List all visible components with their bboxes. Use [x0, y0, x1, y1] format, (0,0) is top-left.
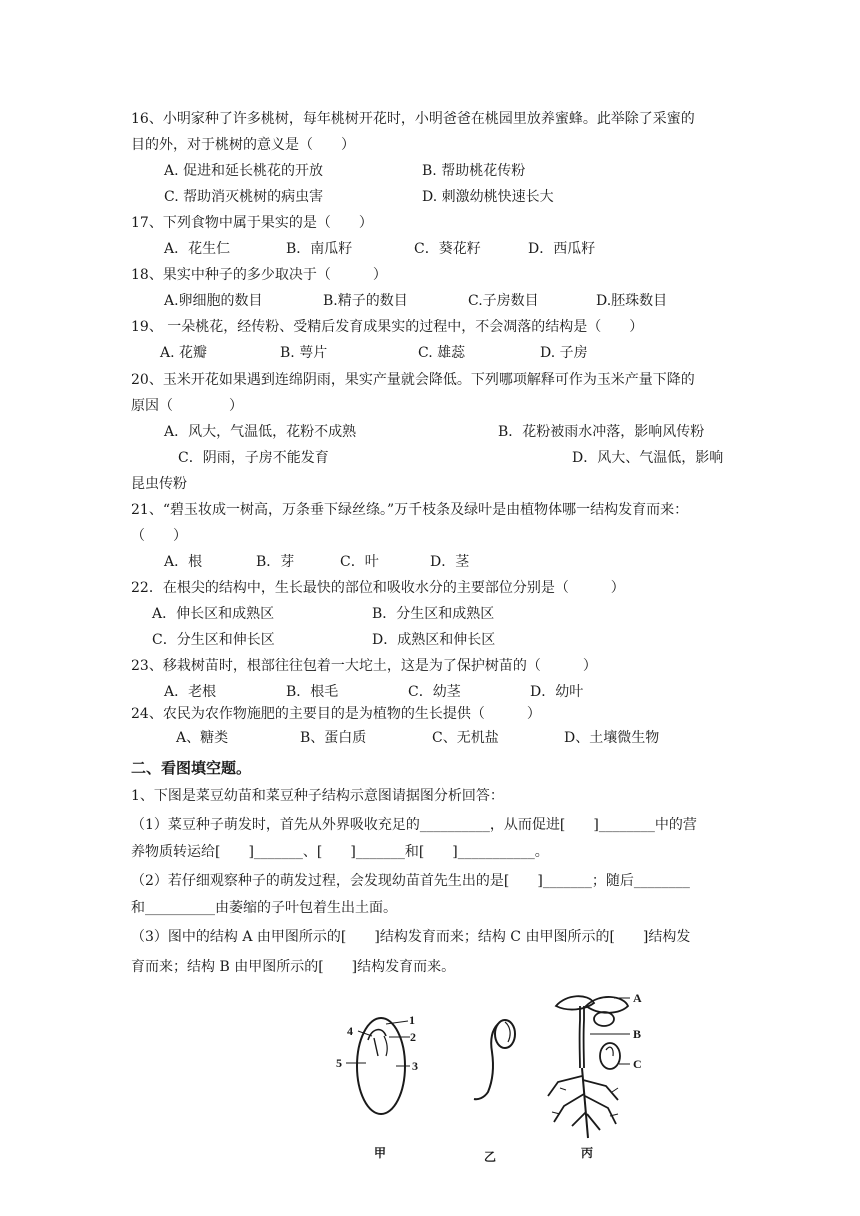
label-c: C [633, 1057, 642, 1071]
q21-stem-line2: （ ） [131, 528, 187, 544]
q24-option-d: D、土壤微生物 [564, 730, 660, 746]
label-5: 5 [336, 1056, 342, 1070]
q20-option-d-continued: 昆虫传粉 [131, 476, 187, 492]
q24-option-c: C、无机盐 [432, 730, 499, 746]
q24-stem: 24、农民为农作物施肥的主要目的是为植物的生长提供（ ） [131, 706, 541, 722]
label-b: B [633, 1027, 642, 1041]
label-1: 1 [409, 1013, 415, 1027]
q20-stem-line1: 20、玉米开花如果遇到连绵阴雨，果实产量就会降低。下列哪项解释可作为玉米产量下降的 [131, 372, 695, 388]
q20-stem-line2: 原因（ ） [131, 398, 243, 414]
q24-option-a: A、糖类 [176, 730, 229, 746]
q17-option-b: B．南瓜籽 [286, 241, 353, 257]
q18-stem: 18、果实中种子的多少取决于（ ） [131, 267, 387, 283]
q23-option-c: C．幼茎 [408, 684, 461, 700]
seed-yi-drawing [474, 1020, 515, 1099]
section-heading: 二、看图填空题。 [131, 759, 252, 777]
seed-jia-leader-lines [346, 1021, 410, 1066]
q21-option-b: B．芽 [256, 554, 295, 570]
q20-option-b: B．花粉被雨水冲落，影响风传粉 [498, 424, 705, 440]
q19-option-a: A. 花瓣 [160, 345, 208, 361]
q17-stem: 17、下列食物中属于果实的是（ ） [131, 215, 373, 231]
q22-option-b: B．分生区和成熟区 [372, 606, 495, 622]
q20-option-a: A．风大，气温低，花粉不成熟 [164, 424, 357, 440]
q16-option-a: A. 促进和延长桃花的开放 [164, 163, 324, 179]
q18-option-a: A.卵细胞的数目 [164, 293, 263, 309]
q17-option-d: D．西瓜籽 [528, 241, 596, 257]
q19-option-b: B. 萼片 [280, 345, 328, 361]
q16-option-c: C. 帮助消灭桃树的病虫害 [164, 189, 324, 205]
q21-option-a: A．根 [164, 554, 203, 570]
seedling-bing-drawing [548, 996, 628, 1138]
caption-bing: 丙 [581, 1146, 594, 1160]
q22-option-c: C．分生区和伸长区 [152, 632, 275, 648]
q23-option-d: D．幼叶 [530, 684, 584, 700]
seed-jia-drawing [357, 1018, 405, 1114]
q22-option-a: A．伸长区和成熟区 [152, 606, 275, 622]
q19-option-c: C. 雄蕊 [418, 345, 466, 361]
q23-option-a: A．老根 [164, 684, 217, 700]
q18-option-b: B.精子的数目 [323, 293, 408, 309]
q16-option-b: B. 帮助桃花传粉 [422, 163, 526, 179]
q17-option-c: C．葵花籽 [414, 241, 481, 257]
q24-option-b: B、蛋白质 [300, 730, 367, 746]
label-4: 4 [347, 1024, 353, 1038]
q20-option-c: C．阴雨，子房不能发育 [178, 450, 329, 466]
label-a: A [633, 991, 642, 1005]
q16-stem-line2: 目的外，对于桃树的意义是（ ） [131, 137, 355, 153]
subq2-line1: （2）若仔细观察种子的萌发过程，会发现幼苗首先生出的是[ ]_______；随后________ [131, 873, 690, 889]
q23-stem: 23、移栽树苗时，根部往往包着一大坨土，这是为了保护树苗的（ ） [131, 658, 597, 674]
q21-option-d: D．茎 [430, 554, 470, 570]
subq2-line2: 和__________由萎缩的子叶包着生出土面。 [131, 900, 397, 916]
q22-stem: 22．在根尖的结构中，生长最快的部位和吸收水分的主要部位分别是（ ） [131, 580, 625, 596]
q19-stem: 19、 一朵桃花，经传粉、受精后发育成果实的过程中，不会凋落的结构是（ ） [131, 319, 644, 335]
q16-stem-line1: 16、小明家种了许多桃树，每年桃树开花时，小明爸爸在桃园里放养蜜蜂。此举除了采蜜的 [131, 111, 695, 127]
q16-option-d: D. 刺激幼桃快速长大 [422, 189, 554, 205]
subq1-line1: （1）菜豆种子萌发时，首先从外界吸收充足的__________，从而促进[ ]________中的营 [131, 817, 697, 833]
q19-option-d: D. 子房 [540, 345, 588, 361]
subq1-line2: 养物质转运给[ ]_______、[ ]_______和[ ]___________。 [131, 844, 549, 860]
q21-stem-line1: 21、“碧玉妆成一树高，万条垂下绿丝绦。”万千枝条及绿叶是由植物体哪一结构发育而来： [131, 502, 689, 518]
q18-option-d: D.胚珠数目 [596, 293, 668, 309]
fig-question-intro: 1、下图是菜豆幼苗和菜豆种子结构示意图请据图分析回答： [131, 788, 504, 804]
subq3-line2: 育而来；结构 B 由甲图所示的[ ]结构发育而来。 [131, 959, 456, 975]
subq3-line1: （3）图中的结构 A 由甲图所示的[ ]结构发育而来；结构 C 由甲图所示的[ ]结构发 [131, 929, 691, 945]
q18-option-c: C.子房数目 [468, 293, 539, 309]
caption-yi: 乙 [484, 1150, 497, 1164]
caption-jia: 甲 [374, 1146, 387, 1160]
seedling-bing-leader-lines [590, 998, 630, 1064]
label-2: 2 [410, 1030, 416, 1044]
label-3: 3 [412, 1059, 418, 1073]
q23-option-b: B．根毛 [286, 684, 339, 700]
q17-option-a: A．花生仁 [164, 241, 231, 257]
q22-option-d: D．成熟区和伸长区 [372, 632, 496, 648]
q20-option-d: D．风大、气温低，影响 [572, 450, 724, 466]
q21-option-c: C．叶 [340, 554, 379, 570]
